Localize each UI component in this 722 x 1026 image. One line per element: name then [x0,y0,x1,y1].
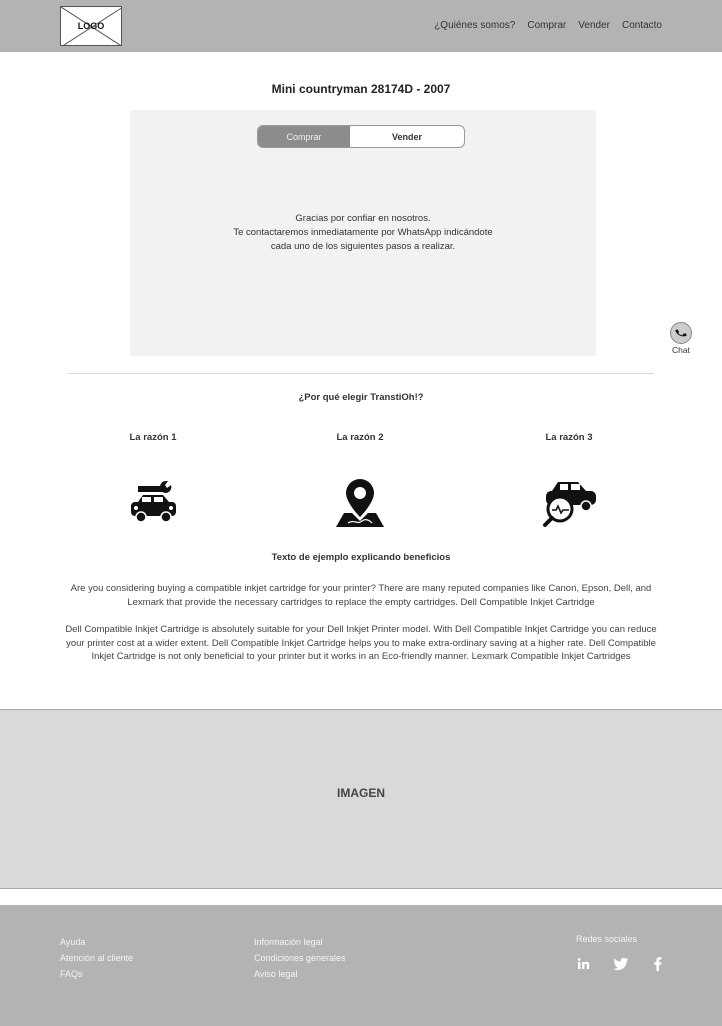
logo[interactable] [60,6,122,46]
footer-link-terms[interactable]: Condiciones generales [254,953,346,963]
image-placeholder-label: IMAGEN [337,786,385,800]
header [0,0,722,52]
toggle-sell[interactable]: Vender [350,126,464,147]
image-placeholder [0,709,722,889]
reason-3-label: La razón 3 [545,432,593,443]
map-pin-icon [334,477,386,534]
message-line-2: Te contactaremos inmediatamente por WhatsApp indicándote [233,227,493,238]
linkedin-icon[interactable] [577,957,591,976]
footer-legal-links [254,934,346,982]
nav-sell[interactable]: Vender [578,20,610,31]
message-line-3: cada uno de los siguientes pasos a realizar. [270,241,456,252]
logo-text: LOGO [77,21,105,31]
car-inspection-icon [542,479,598,532]
page-title: Mini countryman 28174D - 2007 [271,82,451,96]
nav-buy[interactable]: Comprar [527,20,567,31]
footer-link-legal-info[interactable]: Información legal [254,937,323,947]
chat-button[interactable] [668,322,694,355]
nav-about[interactable]: ¿Quiénes somos? [434,20,516,31]
car-repair-icon [130,478,178,533]
confirmation-message [130,212,596,254]
main-nav [434,20,662,31]
why-title: ¿Por qué elegir TranstiOh!? [298,392,424,403]
footer-link-customer-service[interactable]: Atención al cliente [60,953,134,963]
benefits-paragraph-1: Are you considering buying a compatible inkjet cartridge for your printer? There are many reputed companies like Canon, Epson, Dell, and Lexmark that provide the necessary cartridges to replace the empty cartridges. Dell Compatible Inkjet Cartridge [70,583,652,608]
benefits-paragraph-2: Dell Compatible Inkjet Cartridge is absolutely suitable for your Dell Inkjet Printer model. With Dell Compatible Inkjet Cartridge you can reduce your printer cost at a wider extent. Dell Compatible Inkjet Cartridge helps you to make extra-ordinary saving at a higher rate. Dell Compatible Inkjet Cartridge is not only beneficial to your printer but it works in an Eco-friendly manner. Lexmark Compatible Inkjet Cartridges [65,624,657,662]
social-title: Redes sociales [576,934,638,944]
footer-help-links [60,934,133,982]
confirmation-panel [130,110,596,356]
footer-link-faqs[interactable]: FAQs [60,969,83,979]
reason-1-label: La razón 1 [129,432,177,443]
reason-2-label: La razón 2 [336,432,384,443]
nav-contact[interactable]: Contacto [621,20,662,31]
benefits-title: Texto de ejemplo explicando beneficios [271,552,451,563]
phone-icon [670,322,692,344]
buy-sell-toggle [257,125,465,148]
twitter-icon[interactable] [613,957,629,976]
message-line-1: Gracias por confiar en nosotros. [295,213,431,224]
footer [0,905,722,1026]
footer-link-help[interactable]: Ayuda [60,937,86,947]
section-divider [68,373,654,374]
toggle-buy[interactable]: Comprar [258,126,350,147]
chat-label: Chat [672,345,690,355]
facebook-icon[interactable] [653,957,662,976]
footer-link-legal-notice[interactable]: Aviso legal [254,969,298,979]
